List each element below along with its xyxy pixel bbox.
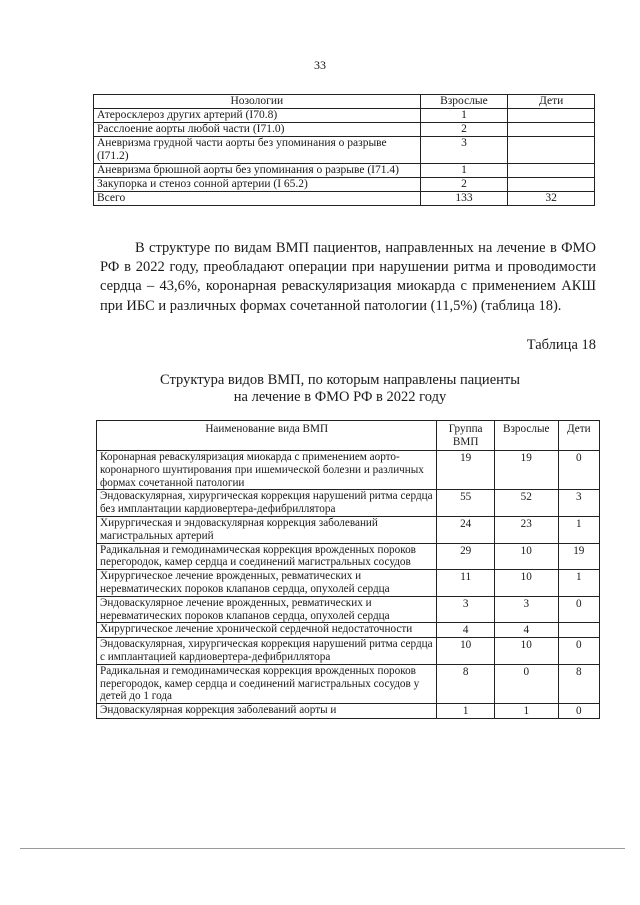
page-number: 33 — [314, 58, 326, 72]
vmp-type-cell: Хирургическое лечение врожденных, ревматических и неревматических пороков клапанов сердца, опухолей сердца — [97, 570, 437, 597]
children-cell: 8 — [558, 664, 599, 703]
nosology-table — [93, 94, 595, 206]
table-number-label: Таблица 18 — [526, 337, 596, 353]
children-cell — [558, 623, 599, 638]
table-row — [94, 123, 595, 137]
adults-cell: 0 — [494, 664, 558, 703]
table-row — [94, 164, 595, 178]
header-nosology: Нозологии — [94, 95, 421, 109]
adults-cell: 19 — [494, 451, 558, 490]
vmp-type-cell: Эндоваскулярное лечение врожденных, ревматических и неревматических пороков клапанов сердца, опухолей сердца — [97, 596, 437, 623]
children-cell — [508, 109, 595, 123]
vmp-type-cell: Эндоваскулярная коррекция заболеваний аорты и — [97, 704, 437, 719]
header-vmp-type: Наименование вида ВМП — [97, 421, 437, 451]
nosology-cell: Закупорка и стеноз сонной артерии (I 65.2) — [94, 178, 421, 192]
children-cell: 0 — [558, 596, 599, 623]
children-cell: 1 — [558, 570, 599, 597]
children-cell: 0 — [558, 704, 599, 719]
group-cell: 3 — [437, 596, 495, 623]
vmp-type-cell: Эндоваскулярная, хирургическая коррекция нарушений ритма сердца с имплантацией кардиовертера-дефибриллятора — [97, 638, 437, 665]
group-cell: 19 — [437, 451, 495, 490]
adults-cell: 23 — [494, 516, 558, 543]
vmp-structure-table — [96, 420, 600, 719]
caption-line-2: на лечение в ФМО РФ в 2022 году — [233, 389, 447, 405]
adults-total-cell: 133 — [420, 192, 508, 206]
group-cell: 29 — [437, 543, 495, 570]
vmp-type-cell: Радикальная и гемодинамическая коррекция врожденных пороков перегородок, камер сердца и соединений магистральных сосудов — [97, 543, 437, 570]
adults-cell: 10 — [494, 543, 558, 570]
group-cell: 4 — [437, 623, 495, 638]
adults-cell: 2 — [420, 123, 508, 137]
group-cell: 1 — [437, 704, 495, 719]
adults-cell: 10 — [494, 570, 558, 597]
table-row — [94, 137, 595, 164]
caption-line-1: Структура видов ВМП, по которым направлены пациенты — [160, 372, 520, 388]
table-row — [97, 638, 600, 665]
children-cell — [508, 178, 595, 192]
adults-cell: 1 — [420, 109, 508, 123]
header-adults: Взрослые — [420, 95, 508, 109]
total-label-cell: Всего — [94, 192, 421, 206]
group-cell: 10 — [437, 638, 495, 665]
header-children: Дети — [558, 421, 599, 451]
nosology-cell: Аневризма грудной части аорты без упоминания о разрыве (I71.2) — [94, 137, 421, 164]
children-cell — [508, 137, 595, 164]
adults-cell: 3 — [420, 137, 508, 164]
table-row — [97, 543, 600, 570]
table-row — [97, 704, 600, 719]
table-row — [97, 570, 600, 597]
table-row — [94, 109, 595, 123]
adults-cell: 2 — [420, 178, 508, 192]
group-cell: 8 — [437, 664, 495, 703]
vmp-type-cell: Хирургическая и эндоваскулярная коррекция заболеваний магистральных артерий — [97, 516, 437, 543]
group-cell: 11 — [437, 570, 495, 597]
adults-cell: 4 — [494, 623, 558, 638]
nosology-cell: Аневризма брюшной аорты без упоминания о разрыве (I71.4) — [94, 164, 421, 178]
adults-cell: 1 — [420, 164, 508, 178]
children-cell: 0 — [558, 451, 599, 490]
adults-cell: 52 — [494, 490, 558, 517]
table-row — [97, 664, 600, 703]
table-row — [97, 596, 600, 623]
table-row — [97, 490, 600, 517]
children-cell — [508, 164, 595, 178]
table-total-row — [94, 192, 595, 206]
table-row — [97, 451, 600, 490]
body-paragraph: В структуре по видам ВМП пациентов, направленных на лечение в ФМО РФ в 2022 году, преобладают операции при нарушении ритма и проводимости сердца – 43,6%, коронарная реваскуляризация миокарда с применением АКШ при ИБС и различных формах сочетанной патологии (11,5%) (таблица 18). — [100, 240, 596, 314]
header-adults: Взрослые — [494, 421, 558, 451]
table-row — [97, 516, 600, 543]
children-cell: 1 — [558, 516, 599, 543]
table-header-row — [94, 95, 595, 109]
children-cell: 0 — [558, 638, 599, 665]
table-header-row — [97, 421, 600, 451]
children-cell — [508, 123, 595, 137]
nosology-cell: Расслоение аорты любой части (I71.0) — [94, 123, 421, 137]
header-vmp-group: Группа ВМП — [437, 421, 495, 451]
children-cell: 3 — [558, 490, 599, 517]
vmp-type-cell: Радикальная и гемодинамическая коррекция врожденных пороков перегородок, камер сердца и соединений магистральных сосудов у детей до 1 года — [97, 664, 437, 703]
group-cell: 55 — [437, 490, 495, 517]
adults-cell: 1 — [494, 704, 558, 719]
table-caption — [90, 372, 590, 406]
footer-divider — [20, 848, 625, 849]
vmp-type-cell: Коронарная реваскуляризация миокарда с применением аорто-коронарного шунтирования при ишемической болезни и различных формах сочетанной патологии — [97, 451, 437, 490]
vmp-type-cell: Эндоваскулярная, хирургическая коррекция нарушений ритма сердца без имплантации кардиовертера-дефибриллятора — [97, 490, 437, 517]
vmp-type-cell: Хирургическое лечение хронической сердечной недостаточности — [97, 623, 437, 638]
adults-cell: 10 — [494, 638, 558, 665]
adults-cell: 3 — [494, 596, 558, 623]
group-cell: 24 — [437, 516, 495, 543]
nosology-cell: Атеросклероз других артерий (I70.8) — [94, 109, 421, 123]
table-row — [97, 623, 600, 638]
table-row — [94, 178, 595, 192]
children-cell: 19 — [558, 543, 599, 570]
header-children: Дети — [508, 95, 595, 109]
children-total-cell: 32 — [508, 192, 595, 206]
